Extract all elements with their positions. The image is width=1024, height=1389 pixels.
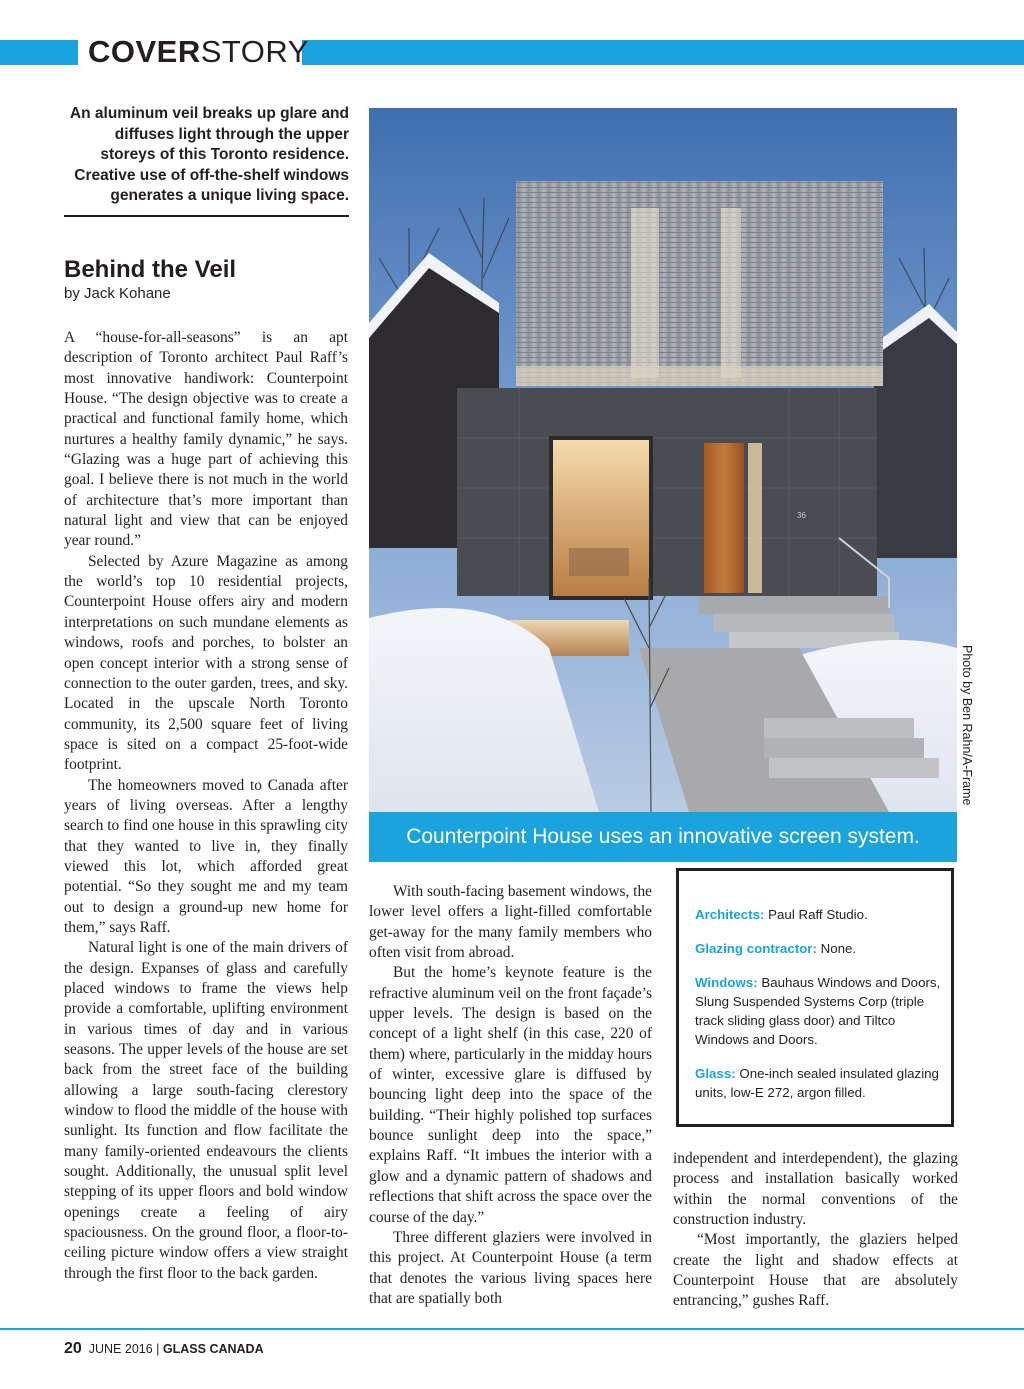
page-folio (64, 1339, 264, 1359)
page-number: 20 (64, 1340, 82, 1357)
fact-label: Glazing contractor: (695, 941, 817, 956)
magazine-name: GLASS CANADA (162, 1342, 264, 1356)
house-number: 36 (797, 511, 806, 520)
fact-label: Glass: (695, 1066, 736, 1081)
header-bar-left (0, 40, 78, 65)
article-deck: An aluminum veil breaks up glare and diffuses light through the upper storeys of this Toronto residence. Creative use of off-the-shelf windows generates a unique living space. (69, 105, 349, 204)
paragraph: Selected by Azure Magazine as among the world’s top 10 residential projects, Counterpoint House offers airy and modern interpretations on such mundane elements as windows, roofs and porches, to bolster an open concept interior with a strong sense of connection to the outer garden, trees, and sky. Located in the upscale North Toronto community, its 2,500 square feet of living space is sited on a compact 25-foot-wide footprint. (64, 552, 348, 774)
article-title: Behind the Veil (64, 256, 237, 283)
text-column-2 (369, 882, 652, 1309)
fact-windows (695, 973, 943, 1049)
issue-date: JUNE 2016 (88, 1342, 153, 1356)
paragraph: But the home’s keynote feature is the refractive aluminum veil on the front façade’s upper levels. The design is based on the concept of a light shelf (in this case, 220 of them) where, particularly in the midday hours of winter, excessive glare is diffused by bouncing light deep into the space of the building. “Their highly polished top surfaces bounce sunlight deep into the space,” explains Raff. “It imbues the interior with a glow and a dynamic pattern of shadows and reflections that shift across the space over the course of the day.” (369, 964, 652, 1226)
fact-label: Windows: (695, 975, 758, 990)
paragraph: independent and interdependent), the glazing process and installation basically worked within the normal conventions of the construction industry. (673, 1150, 958, 1229)
text-column-1 (64, 328, 348, 1284)
paragraph: Natural light is one of the main drivers of the design. Expanses of glass and carefully placed windows to frame the views help provide a comfortable, uplifting environment in various times of day and in various seasons. The upper levels of the house are set back from the street face of the building allowing a large south-facing clerestory window to flood the middle of the house with sunlight. Its function and flow facilitate the many family-oriented endeavours the clients sought. Additionally, the unusual split level stepping of its upper floors and bold window openings create a feeling of airy spaciousness. On the ground floor, a floor-to-ceiling picture window offers a view straight through the first floor to the back garden. (64, 939, 348, 1282)
fact-value: None. (820, 941, 857, 956)
paragraph: A “house-for-all-seasons” is an apt description of Toronto architect Paul Raff’s most innovative handiwork: Counterpoint House. “The design objective was to create a practical and functional family home, which nurtures a healthy family dynamic,” he says. “Glazing was a huge part of achieving this goal. I believe there is not much in the world of architecture that’s more important than natural light and view that can be enjoyed year round.” (64, 329, 348, 550)
fact-glass (695, 1064, 943, 1102)
article-byline: by Jack Kohane (64, 285, 171, 302)
fact-glazing-contractor (695, 939, 943, 958)
project-fact-box (676, 868, 954, 1127)
paragraph: “Most importantly, the glaziers helped create the light and shadow effects at Counterpoint House that are absolutely entrancing,” gushes Raff. (673, 1231, 958, 1310)
fact-value: Paul Raff Studio. (768, 907, 868, 922)
photo-caption: Counterpoint House uses an innovative screen system. (369, 812, 957, 862)
section-title (88, 34, 309, 70)
house-photo (369, 108, 957, 812)
folio-separator: | (156, 1342, 160, 1356)
paragraph: With south-facing basement windows, the lower level offers a light-filled comfortable get-away for the many family members who often visit from abroad. (369, 883, 652, 962)
fact-label: Architects: (695, 907, 765, 922)
section-title-bold: COVER (88, 34, 201, 69)
deck-divider (64, 215, 349, 217)
paragraph: Three different glaziers were involved in this project. At Counterpoint House (a term that denotes the various living spaces here that are spatially both (369, 1228, 652, 1307)
text-column-3 (673, 1149, 958, 1312)
section-title-light: STORY (200, 34, 309, 69)
photo-credit (955, 645, 977, 805)
fact-value: One-inch sealed insulated glazing units, low-E 272, argon filled. (695, 1066, 939, 1100)
photo-credit-text: Photo by Ben Rahn/A-Frame (960, 645, 974, 806)
header-bar-right (302, 40, 1024, 65)
fact-architects (695, 905, 943, 924)
fact-value: Bauhaus Windows and Doors, Slung Suspended Systems Corp (triple track sliding glass door) and Tiltco Windows and Doors. (695, 975, 941, 1047)
footer-rule (0, 1328, 1024, 1330)
paragraph: The homeowners moved to Canada after years of living overseas. After a lengthy search to find one house in this sprawling city that they wanted to live in, they finally viewed this lot, which afforded great potential. “So they sought me and my team out to design a ground-up new home for them,” says Raff. (64, 776, 348, 936)
